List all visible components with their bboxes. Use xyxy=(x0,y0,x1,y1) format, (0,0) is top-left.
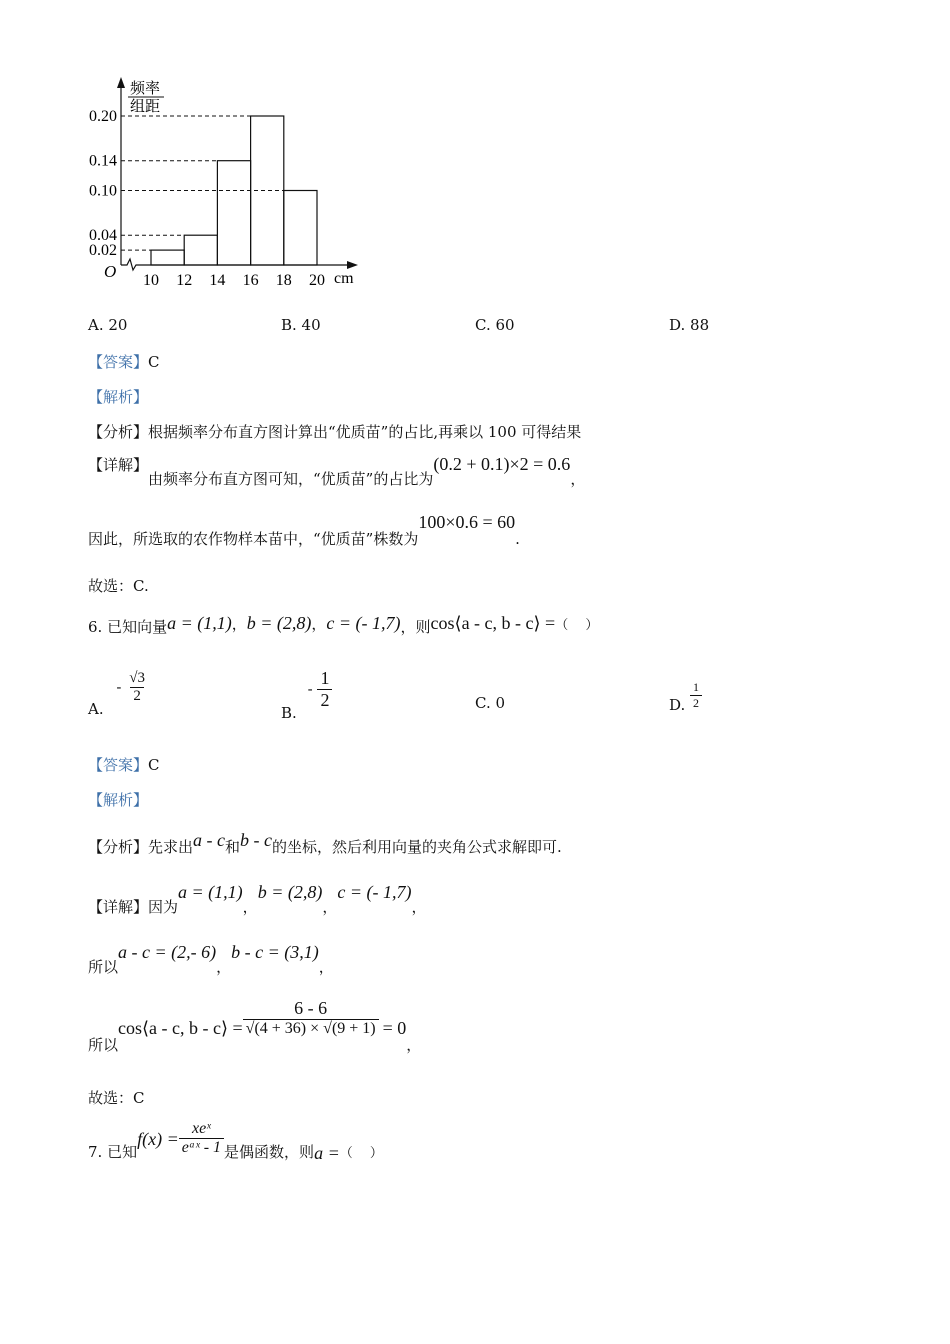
q7-fraction: $\frac{\text{xeˣ}}{\text{eᵃˣ - 1}}$ xyxy=(179,1120,224,1157)
comma: ， xyxy=(318,958,334,976)
q6-choice-d[interactable] xyxy=(669,680,702,714)
y-axis-arrow xyxy=(117,77,125,88)
choice-label: D. xyxy=(669,695,686,714)
histogram-bar xyxy=(217,161,250,265)
minus-sign: - xyxy=(307,679,313,698)
q5-conclusion: 故选：C. xyxy=(88,577,149,595)
choice-label: A. xyxy=(88,699,104,718)
answer-value: C xyxy=(148,353,160,371)
fenxi-tag: 【分析】 xyxy=(88,838,149,856)
histogram-bar xyxy=(184,235,217,265)
choice-label: B. xyxy=(281,703,297,722)
q7-mid: 是偶函数，则 xyxy=(224,1142,315,1161)
comma: ， xyxy=(216,958,232,976)
q6-paren: （ ） xyxy=(555,618,599,633)
frequency-histogram xyxy=(0,0,400,300)
q6-vec-a: a = (1,1) xyxy=(167,613,232,633)
comma: ， xyxy=(406,1036,422,1054)
q6-cos-expr: cos⟨a - c, b - c⟩ = xyxy=(430,613,556,633)
suoyi-text: 所以 xyxy=(88,1036,119,1054)
fenxi-text: 和 xyxy=(225,838,241,856)
q6-fenxi-line xyxy=(88,830,562,856)
x-tick-label: 16 xyxy=(242,272,259,289)
y-tick-label: 0.10 xyxy=(89,182,117,200)
comma: ， xyxy=(411,898,427,916)
q6-answer-line xyxy=(88,754,160,775)
q7-prefix: 7. 已知 xyxy=(88,1142,138,1161)
x-tick-label: 20 xyxy=(309,272,325,289)
y-tick-label: 0.14 xyxy=(89,152,117,170)
q5-analysis-tag: 【解析】 xyxy=(88,388,149,406)
minus-sign: - xyxy=(116,677,122,696)
y-axis-label-top: 频率 xyxy=(130,81,161,97)
x-tick-label: 10 xyxy=(143,272,159,289)
cos-fraction: $\frac{6 - 6}{√(4 + 36) \times √(9 + 1)}$ xyxy=(243,998,379,1038)
y-tick-label: 0.20 xyxy=(89,108,117,125)
fraction: $\frac{1}{2}$ xyxy=(317,668,332,711)
q5-choice-c[interactable]: C. 60 xyxy=(475,316,515,334)
detail-math: c = (- 1,7) xyxy=(337,882,412,902)
y-tick-label: 0.04 xyxy=(89,227,117,245)
q5-count-line xyxy=(88,512,520,548)
detail-math: a = (1,1) xyxy=(178,882,243,902)
answer-tag: 【答案】 xyxy=(88,353,149,371)
q5-detail-line xyxy=(88,454,586,488)
detail-math: b = (2,8) xyxy=(257,882,323,902)
q7-a-eq: a = xyxy=(314,1142,340,1163)
comma: ， xyxy=(322,898,338,916)
detail-text: 由频率分布直方图可知，“优质苗”的占比为 xyxy=(148,470,434,488)
fenxi-text: 根据频率分布直方图计算出“优质苗”的占比,再乘以 100 可得结果 xyxy=(148,423,582,441)
q6-stem xyxy=(88,613,598,634)
q5-choice-a[interactable]: A. 20 xyxy=(88,316,128,334)
q7-stem xyxy=(88,1120,383,1163)
answer-tag: 【答案】 xyxy=(88,756,149,774)
sep: ， xyxy=(311,615,327,633)
cos-lhs: cos⟨a - c, b - c⟩ = xyxy=(118,1018,243,1038)
x-axis-arrow xyxy=(347,261,358,269)
fenxi-text: 先求出 xyxy=(148,838,194,856)
detail-tag: 【详解】 xyxy=(88,898,149,916)
q6-conclusion: 故选：C xyxy=(88,1089,145,1107)
detail-text: 因为 xyxy=(148,898,179,916)
q6-coords-line xyxy=(88,942,334,976)
x-unit-label: cm xyxy=(334,270,354,287)
q6-vec-c: c = (- 1,7) xyxy=(326,613,401,633)
q6-then: ，则 xyxy=(400,618,431,636)
x-tick-label: 12 xyxy=(176,272,193,289)
amc-math: a - c = (2,- 6) xyxy=(118,942,217,962)
detail-tag: 【详解】 xyxy=(88,456,149,474)
q6-cos-line xyxy=(88,998,422,1054)
count-text: 因此，所选取的农作物样本苗中，“优质苗”株数为 xyxy=(88,530,419,548)
q7-fx: f(x) = xyxy=(137,1128,179,1149)
cos-rhs: = 0 xyxy=(382,1018,407,1038)
x-tick-label: 14 xyxy=(209,272,226,289)
q6-prefix: 6. 已知向量 xyxy=(88,618,168,636)
q6-choice-a[interactable] xyxy=(88,670,148,718)
q6-detail-line xyxy=(88,882,427,916)
detail-end: ， xyxy=(570,470,586,488)
bmc-math: b - c = (3,1) xyxy=(231,942,319,962)
fenxi-math: b - c xyxy=(240,830,273,850)
fenxi-text: 的坐标，然后利用向量的夹角公式求解即可. xyxy=(272,838,562,856)
fraction: $\frac{√3}{2}$ xyxy=(129,670,145,704)
fenxi-math: a - c xyxy=(193,830,226,850)
q6-choice-b[interactable] xyxy=(281,668,332,722)
q5-choice-d[interactable]: D. 88 xyxy=(669,316,710,334)
detail-math: (0.2 + 0.1)×2 = 0.6 xyxy=(433,454,571,474)
comma: ， xyxy=(242,898,258,916)
q6-choice-c[interactable]: C. 0 xyxy=(475,694,506,712)
q5-answer-line xyxy=(88,351,160,372)
count-math: 100×0.6 = 60 xyxy=(418,512,516,532)
y-axis-label-bottom: 组距 xyxy=(130,99,161,115)
count-end: . xyxy=(515,530,520,548)
q5-choice-b[interactable]: B. 40 xyxy=(281,316,321,334)
q5-fenxi-line xyxy=(88,421,581,442)
fraction: $\frac{1}{2}$ xyxy=(690,680,702,711)
fenxi-tag: 【分析】 xyxy=(88,423,149,441)
histogram-bar xyxy=(151,250,184,265)
y-tick-label: 0.02 xyxy=(89,242,117,260)
q7-paren: （ ） xyxy=(339,1145,383,1161)
q6-analysis-tag: 【解析】 xyxy=(88,791,149,809)
histogram-bar xyxy=(284,191,317,266)
sep: ， xyxy=(231,615,247,633)
suoyi-text: 所以 xyxy=(88,958,119,976)
answer-value: C xyxy=(148,756,160,774)
x-tick-label: 18 xyxy=(275,272,292,289)
q6-vec-b: b = (2,8) xyxy=(246,613,312,633)
origin-label: O xyxy=(104,262,117,281)
